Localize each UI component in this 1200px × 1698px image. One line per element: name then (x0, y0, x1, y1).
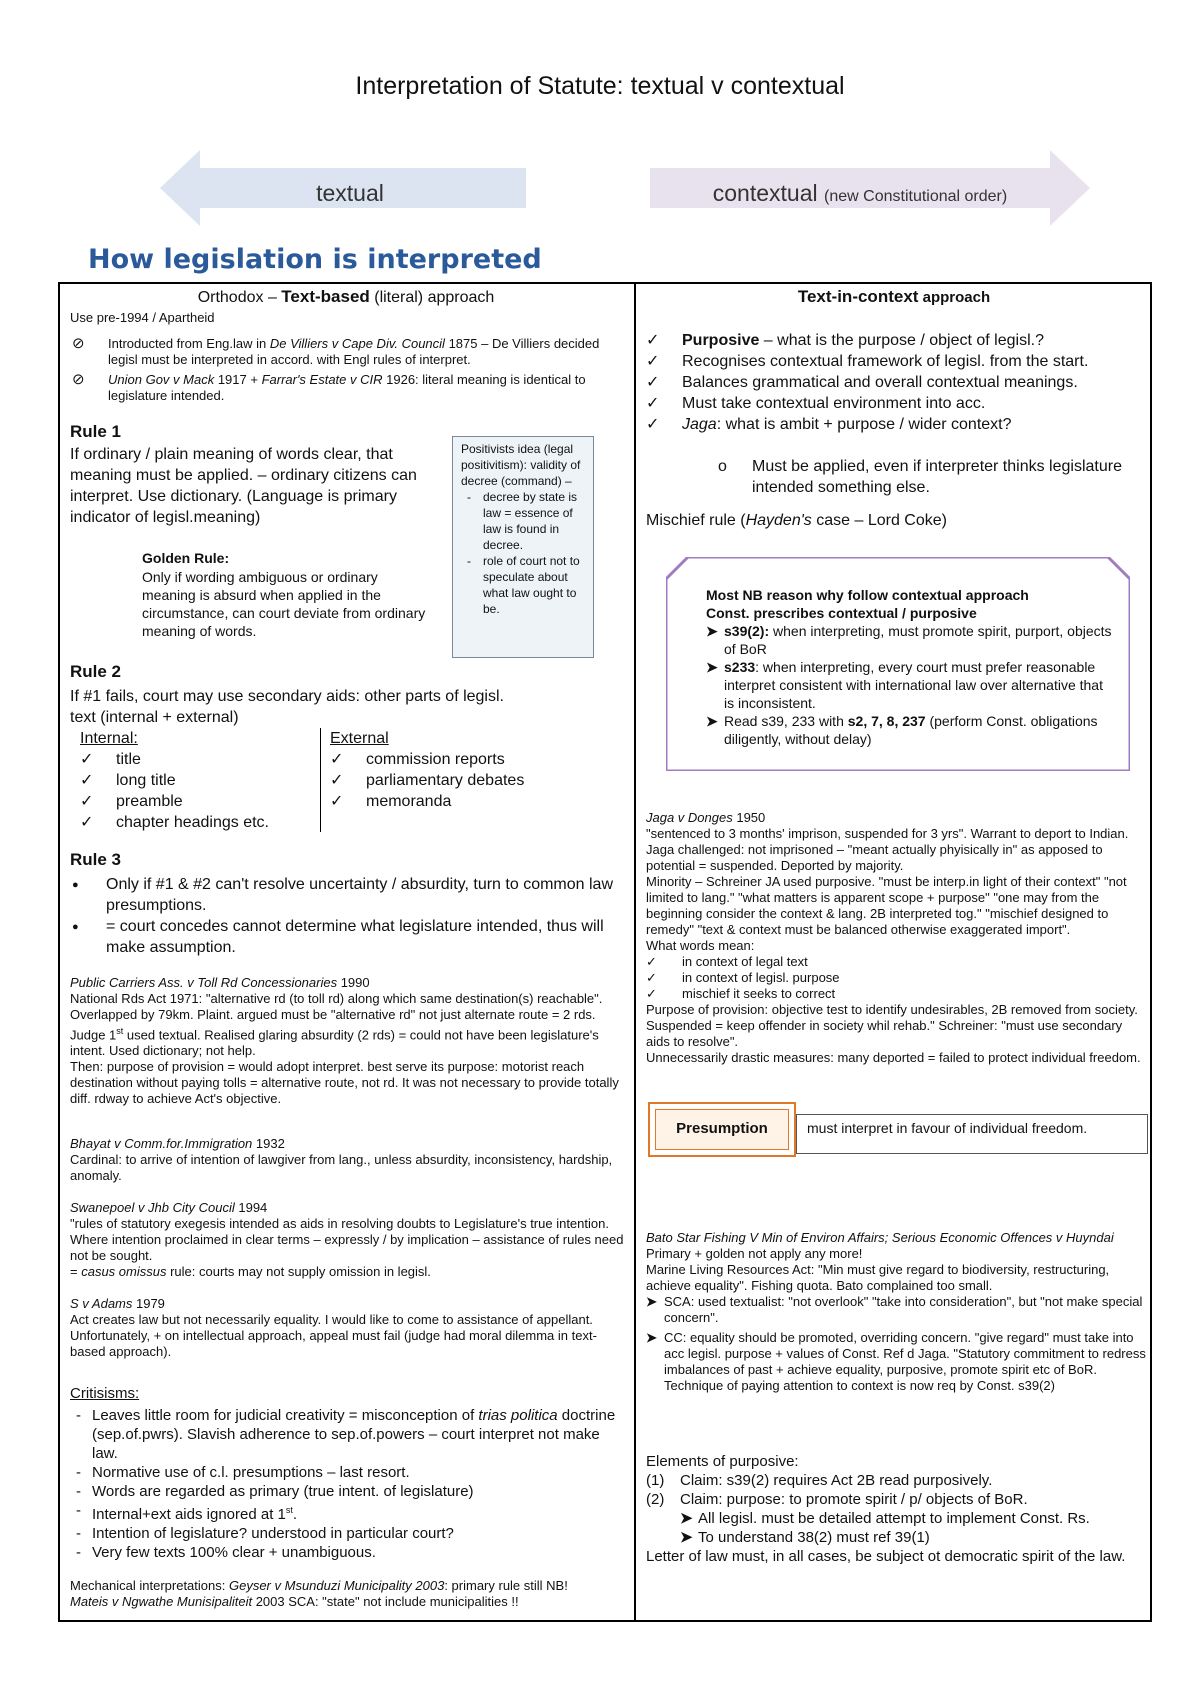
internal-aid: ✓ preamble (80, 791, 320, 812)
intro-item (70, 336, 622, 368)
nb-reason-line2: Const. prescribes contextual / purposive (706, 605, 977, 621)
positivist-list (461, 489, 585, 617)
rule1-heading: Rule 1 (70, 422, 122, 441)
left-header-suffix: (literal) approach (369, 289, 495, 306)
critisism-text: doctrine (sep.of.pwrs). Slavish adherence to sep.of.powers – court interpret not make law. (92, 1407, 616, 1462)
external-aid: ✓ memoranda (330, 791, 590, 812)
sub-bullet-o (718, 456, 1138, 498)
case-body: Purpose of provision: objective test to identify undesirables, 2B removed from society. Suspended = keep offender in society whil rehab." Schreiner: "must use secondary aids to resolve". (646, 1002, 1138, 1049)
element-num: (1) (646, 1472, 665, 1489)
rule2-heading: Rule 2 (70, 662, 122, 681)
presumption-label: Presumption (655, 1109, 789, 1150)
intro-list (70, 336, 622, 404)
external-aids-list (330, 749, 590, 812)
case-year: 1994 (234, 1200, 268, 1215)
case-title (70, 1200, 625, 1216)
case-name: Mateis v Ngwathe Munisipaliteit (70, 1594, 253, 1609)
case-text: used textual. Realised glaring absurdity (2 rds) = could not have been legislature's intent. Used dictionary; not help. (70, 1027, 599, 1059)
intro-text: 1875 – De Villiers decided legisl must be interpreted in accord. with Engl rules of interpret. (108, 336, 600, 367)
case-year: 1932 (252, 1136, 285, 1151)
case-body: National Rds Act 1971: "alternative rd (to toll rd) along which same destination(s) reachable". Overlapped by 79km. Plaint. argued must be "alternative rd" not just alternate route = 2 rds. (70, 991, 603, 1022)
elements-of-purposive (646, 1452, 1146, 1566)
rule3-heading: Rule 3 (70, 850, 122, 869)
mechanical-line (70, 1594, 630, 1610)
contextual-item (646, 330, 1146, 351)
contextual-item: ✓ Must take contextual environment into acc. (646, 393, 1146, 414)
bato-item: ➤ CC: equality should be promoted, overriding concern. "give regard" must take into acc legisl. purpose + values of Const. Ref d Jaga. "Statutory commitment to redress imbalances of past + achieve equality, purposive, promote spirit etc of BoR. Technique of paying attention to context is now req by Const. s39(2) (646, 1330, 1146, 1394)
presumption-badge (648, 1102, 796, 1157)
positivist-box (452, 436, 594, 658)
contextual-label-sub: (new Constitutional order) (824, 188, 1008, 205)
case-text: Judge 1 (70, 1027, 117, 1043)
contextual-text: – what is the purpose / object of legisl.? (759, 332, 1044, 349)
nb-reason-text: (perform Const. obligations diligently, without delay) (724, 713, 1098, 747)
case-year: 1950 (732, 810, 766, 825)
case-bato-star (646, 1230, 1146, 1394)
contextual-label (660, 180, 1060, 207)
case-name: Farrar's Estate v CIR (261, 372, 383, 387)
case-year: 1990 (337, 975, 370, 990)
right-header-suffix: approach (918, 289, 991, 306)
case-name: Bhayat v Comm.for.Immigration (70, 1136, 253, 1151)
contextual-item: ✓ Balances grammatical and overall contextual meanings. (646, 372, 1146, 393)
critisisms-list (70, 1406, 620, 1562)
o-bullet: o (718, 458, 727, 475)
critisism-item (70, 1406, 620, 1463)
contextual-term: Purposive (682, 332, 760, 349)
critisism-text: . (292, 1506, 298, 1523)
critisism-sup: st (285, 1505, 293, 1515)
case-body: Act creates law but not necessarily equality. I would like to come to assistance of appellant. Unfortunately, + on intellectual approach, appeal must fail (judge had moral dilemma in text-based approach). (70, 1312, 597, 1359)
internal-aid: ✓ long title (80, 770, 320, 791)
case-sup: st (116, 1026, 124, 1036)
section-ref: s233 (724, 659, 756, 675)
critisism-item (70, 1501, 620, 1524)
letter-of-law: Letter of law must, in all cases, be subject ot democratic spirit of the law. (646, 1548, 1126, 1565)
positivist-item: - role of court not to speculate about what law ought to be. (461, 553, 585, 617)
case-name: S v Adams (70, 1296, 133, 1311)
element-text: Claim: s39(2) requires Act 2B read purposively. (680, 1472, 993, 1489)
case-body: Marine Living Resources Act: "Min must give regard to biodiversity, restructuring, achieve equality". Fishing quota. Bato complained too small. (646, 1262, 1110, 1293)
rule3-list (70, 874, 620, 958)
page-title: Interpretation of Statute: textual v contextual (355, 72, 845, 100)
internal-heading: Internal: (80, 730, 138, 747)
textual-label: textual (316, 180, 384, 206)
critisism-term: trias politica (478, 1407, 558, 1424)
mischief-rule (646, 510, 1146, 531)
section-ref: s2, 7, 8, 237 (847, 713, 926, 729)
critisism-item: - Words are regarded as primary (true intent. of legislature) (70, 1482, 620, 1501)
nb-reason-list (706, 622, 1116, 748)
case-body: Primary + golden not apply any more! (646, 1246, 863, 1261)
left-column-header (62, 286, 630, 308)
contextual-text: : what is ambit + purpose / wider context? (716, 416, 1012, 433)
elements-sub-item: ➤ All legisl. must be detailed attempt to implement Const. Rs. (680, 1509, 1146, 1528)
nb-reason-item (706, 712, 1116, 748)
elements-heading: Elements of purposive: (646, 1453, 799, 1470)
case-title (646, 810, 1146, 826)
case-body: = casus omissus rule: courts may not supply omission in legisl. (70, 1264, 431, 1279)
use-period: Use pre-1994 / Apartheid (70, 310, 215, 325)
external-aid: ✓ parliamentary debates (330, 770, 590, 791)
intro-item (70, 372, 622, 404)
rule1-text: If ordinary / plain meaning of words clear, that meaning must be applied. – ordinary citizens can interpret. Use dictionary. (Language is primary indicator of legisl.meaning) (70, 446, 417, 526)
mischief-text: case – Lord Coke) (811, 512, 947, 529)
critisism-item: - Very few texts 100% clear + unambiguous. (70, 1543, 620, 1562)
element-text: Claim: purpose: to promote spirit / p/ objects of BoR. (680, 1491, 1028, 1508)
positivist-item: - decree by state is law = essence of law is found in decree. (461, 489, 585, 553)
critisism-item: - Normative use of c.l. presumptions – last resort. (70, 1463, 620, 1482)
external-aid: ✓ commission reports (330, 749, 590, 770)
external-heading: External (330, 730, 389, 747)
sub-bullet-text: Must be applied, even if interpreter thinks legislature intended something else. (752, 458, 1122, 496)
column-divider (634, 282, 636, 1622)
intro-text: Introducted from Eng.law in (108, 336, 270, 351)
words-heading: What words mean: (646, 938, 755, 953)
nb-reason-item (706, 658, 1116, 712)
case-name: Public Carriers Ass. v Toll Rd Concessionaries (70, 975, 338, 990)
presumption-text: must interpret in favour of individual freedom. (796, 1114, 1148, 1154)
case-title (70, 975, 625, 991)
section-ref: s39(2): (724, 623, 770, 639)
internal-aid: ✓ title (80, 749, 320, 770)
case-name: Jaga v Donges (646, 810, 733, 825)
element-num: (2) (646, 1491, 665, 1508)
nb-reason-content (706, 586, 1116, 748)
right-header-bold: Text-in-context (797, 287, 919, 306)
case-name: Geyser v Msunduzi Municipality 2003 (228, 1578, 445, 1593)
element-item (646, 1471, 1146, 1490)
section-heading: How legislation is interpreted (88, 244, 542, 275)
words-item: ✓ in context of legisl. purpose (646, 970, 1146, 986)
mechanical-text: : primary rule still NB! (444, 1578, 568, 1593)
contextual-item: ✓ Recognises contextual framework of legisl. from the start. (646, 351, 1146, 372)
case-jaga (646, 810, 1146, 1066)
elements-sub-list (646, 1509, 1146, 1547)
intro-text: 1926: literal meaning is identical to legislature intended. (108, 372, 586, 403)
intro-text: 1917 + (214, 372, 262, 387)
case-name: De Villiers v Cape Div. Council (269, 336, 445, 351)
contextual-label-main: contextual (712, 180, 818, 206)
critisisms-heading: Critisisms: (70, 1385, 140, 1402)
case-title (70, 1296, 625, 1312)
case-year: 1979 (132, 1296, 165, 1311)
contextual-item (646, 414, 1146, 435)
left-header-prefix: Orthodox – (197, 289, 282, 306)
bato-item: ➤ SCA: used textualist: "not overlook" "take into consideration", but "not make special concern". (646, 1294, 1146, 1326)
case-body: Unnecessarily drastic measures: many deported = failed to protect individual freedom. (646, 1050, 1141, 1065)
right-column-header (638, 286, 1150, 308)
rule3-item: ● = court concedes cannot determine what legislature intended, thus will make assumption. (70, 916, 620, 958)
words-item: ✓ mischief it seeks to correct (646, 986, 1146, 1002)
case-name: Swanepoel v Jhb City Coucil (70, 1200, 235, 1215)
element-item (646, 1490, 1146, 1509)
mechanical-text: 2003 SCA: "state" not include municipalities !! (252, 1594, 519, 1609)
case-public-carriers (70, 975, 625, 1107)
critisism-item: - Intention of legislature? understood in particular court? (70, 1524, 620, 1543)
nb-reason-text: Read s39, 233 with (724, 713, 848, 729)
left-header-bold: Text-based (281, 287, 370, 306)
nb-reason-text: when interpreting, must promote spirit, purport, objects of BoR (724, 623, 1112, 657)
golden-rule-text: Only if wording ambiguous or ordinary meaning is absurd when applied in the circumstance, can court deviate from ordinary meaning of words. (142, 569, 426, 639)
words-list (646, 954, 1146, 1002)
case-adams (70, 1296, 625, 1360)
nb-reason-line1: Most NB reason why follow contextual approach (706, 587, 1029, 603)
case-title: Bato Star Fishing V Min of Environ Affairs; Serious Economic Offences v Huyndai (646, 1230, 1114, 1245)
contextual-checklist (646, 330, 1146, 435)
words-item: ✓ in context of legal text (646, 954, 1146, 970)
critisism-text: Leaves little room for judicial creativity = misconception of (92, 1407, 479, 1424)
casus-term: casus omissus (81, 1264, 167, 1279)
case-body: "rules of statutory exegesis intended as aids in resolving doubts to Legislature's true intention. Where intention proclaimed in clear terms – expressly / by implication – assistance of rules need not be sought. (70, 1216, 624, 1263)
bato-list (646, 1294, 1146, 1394)
critisism-text: Internal+ext aids ignored at 1 (92, 1506, 286, 1523)
case-swanepoel (70, 1200, 625, 1280)
mechanical-line (70, 1578, 630, 1594)
contextual-term: Jaga (682, 416, 717, 433)
case-bhayat (70, 1136, 625, 1184)
nb-reason-text: : when interpreting, every court must prefer reasonable interpret consistent with international law over alternative that is inconsistent. (724, 659, 1103, 711)
case-title (70, 1136, 625, 1152)
case-body: "sentenced to 3 months' imprison, suspended for 3 yrs". Warrant to deport to Indian. Jaga challenged: not imprisoned – "meant actually phyisically in" as apposed to potential = suspended. Deported by majority. (646, 826, 1129, 873)
mischief-text: Mischief rule ( (646, 512, 746, 529)
case-body: Then: purpose of provision = would adopt interpret. best serve its purpose: motorist reach destination without paying tolls = alternative route, not rd. It was not necessary to provide totally diff. rdway to achieve Act's objective. (70, 1059, 619, 1107)
mechanical-interpretations (70, 1578, 630, 1610)
internal-aid: ✓ chapter headings etc. (80, 812, 320, 833)
case-name: Union Gov v Mack (108, 372, 215, 387)
nb-reason-item (706, 622, 1116, 658)
positivist-intro: Positivists idea (legal positivitism): validity of decree (command) – (461, 442, 581, 488)
rule3-item: ● Only if #1 & #2 can't resolve uncertainty / absurdity, turn to common law presumptions. (70, 874, 620, 916)
case-body: Cardinal: to arrive of intention of lawgiver from lang., unless absurdity, inconsistency, hardship, anomaly. (70, 1152, 613, 1183)
case-body: Minority – Schreiner JA used purposive. "must be interp.in light of their context" "not limited to lang." "what matters is apparent scope + purpose" "one may from the beginning consider the context & lang. 2B interpreted tog." "mischief designed to remedy" "text & context must be balanced otherwise exaggerated import". (646, 874, 1127, 937)
elements-sub-item: ➤ To understand 38(2) must ref 39(1) (680, 1528, 1146, 1547)
aids-divider (320, 728, 321, 832)
golden-rule-heading: Golden Rule: (142, 550, 230, 566)
case-body (70, 1023, 625, 1059)
case-text: rule: courts may not supply omission in legisl. (166, 1264, 431, 1279)
mechanical-text: Mechanical interpretations: (70, 1578, 229, 1593)
rule2-text: If #1 fails, court may use secondary aids: other parts of legisl. text (internal + external) (70, 688, 504, 726)
internal-aids-list (80, 749, 320, 833)
case-name: Hayden's (745, 512, 812, 529)
